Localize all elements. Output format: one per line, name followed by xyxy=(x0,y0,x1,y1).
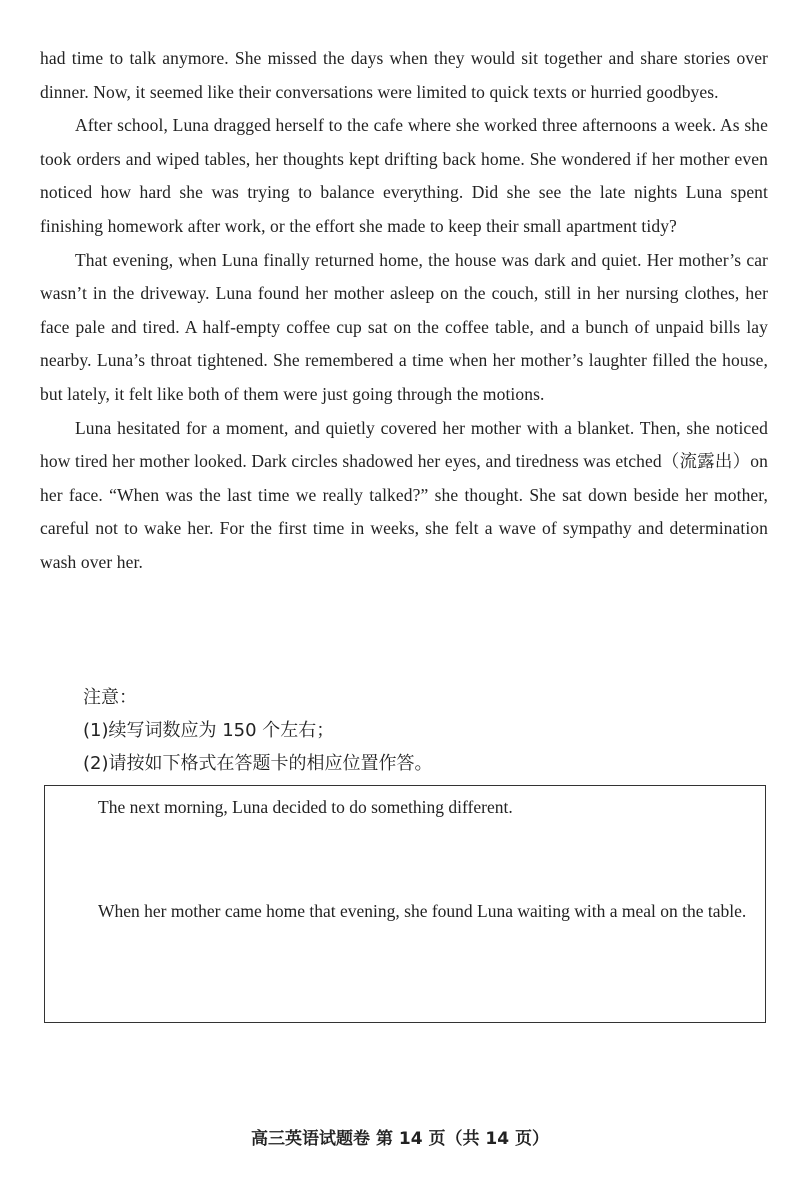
continuation-prompt-2: When her mother came home that evening, she found Luna waiting with a meal on the table. xyxy=(98,901,747,921)
passage-paragraph-2: After school, Luna dragged herself to the cafe where she worked three afternoons a week. As she took orders and wiped tables, her thoughts kept drifting back home. She wondered if her mother even noticed how hard she was trying to balance everything. Did she see the late nights Luna spent finishing homework after work, or the effort she made to keep their small apartment tidy? xyxy=(40,115,768,236)
passage-paragraph-3: That evening, when Luna finally returned home, the house was dark and quiet. Her mother’s car wasn’t in the driveway. Luna found her mother asleep on the couch, still in her nursing clothes, her face pale and tired. A half-empty coffee cup sat on the coffee table, and a bunch of unpaid bills lay nearby. Luna’s throat tightened. She remembered a time when her mother’s laughter filled the house, but lately, it felt like both of them were just going through the motions. xyxy=(40,249,768,404)
instruction-item-format: (2)请按如下格式在答题卡的相应位置作答。 xyxy=(83,753,433,774)
passage-paragraph-4: Luna hesitated for a moment, and quietly covered her mother with a blanket. Then, she noticed how tired her mother looked. Dark circles shadowed her eyes, and tiredness was etched（流露出）on her face. “When was the last time we really talked?” she thought. She sat down beside her mother, careful not to wake her. For the first time in weeks, she felt a wave of sympathy and determination wash over her. xyxy=(40,417,768,572)
instructions xyxy=(83,681,763,780)
instructions-heading: 注意： xyxy=(83,687,137,708)
reading-passage xyxy=(40,42,768,580)
passage-paragraph-1: had time to talk anymore. She missed the days when they would sit together and share stories over dinner. Now, it seemed like their conversations were limited to quick texts or hurried goodbyes. xyxy=(40,48,768,102)
answer-format-box xyxy=(44,785,766,1023)
continuation-prompt-1: The next morning, Luna decided to do something different. xyxy=(98,797,513,817)
page-footer: 高三英语试题卷 第 14 页（共 14 页） xyxy=(251,1129,549,1149)
instruction-item-word-count: (1)续写词数应为 150 个左右； xyxy=(83,720,335,741)
